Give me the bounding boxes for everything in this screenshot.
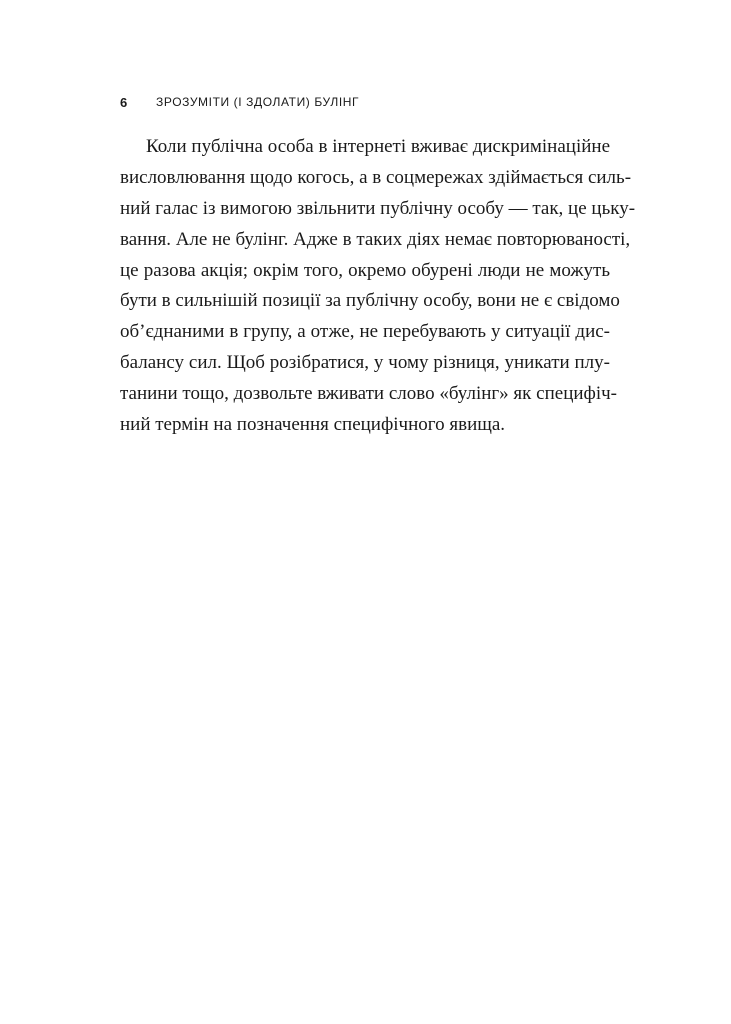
running-title: ЗРОЗУМІТИ (І ЗДОЛАТИ) БУЛІНГ bbox=[156, 95, 360, 109]
body-paragraph bbox=[120, 132, 636, 441]
page-number: 6 bbox=[120, 94, 128, 110]
text-line: об’єднаними в групу, а отже, не перебувають у ситуації дис- bbox=[120, 321, 610, 343]
text-line: це разова акція; окрім того, окремо обурені люди не можуть bbox=[120, 259, 610, 281]
text-line: ний галас із вимогою звільнити публічну особу — так, це цьку- bbox=[120, 197, 636, 219]
text-line: танини тощо, дозвольте вживати слово «булінг» як специфіч- bbox=[120, 383, 617, 405]
text-line: ний термін на позначення специфічного явища. bbox=[120, 414, 506, 436]
running-head bbox=[120, 93, 359, 111]
text-line: балансу сил. Щоб розібратися, у чому різниця, уникати плу- bbox=[120, 352, 610, 374]
text-line: вання. Але не булінг. Адже в таких діях немає повторюваності, bbox=[120, 228, 631, 250]
text-line: бути в сильнішій позиції за публічну особу, вони не є свідомо bbox=[120, 290, 620, 312]
text-line: висловлювання щодо когось, а в соцмережах здіймається силь- bbox=[120, 166, 632, 188]
text-line: Коли публічна особа в інтернеті вживає дискримінаційне bbox=[146, 136, 610, 157]
